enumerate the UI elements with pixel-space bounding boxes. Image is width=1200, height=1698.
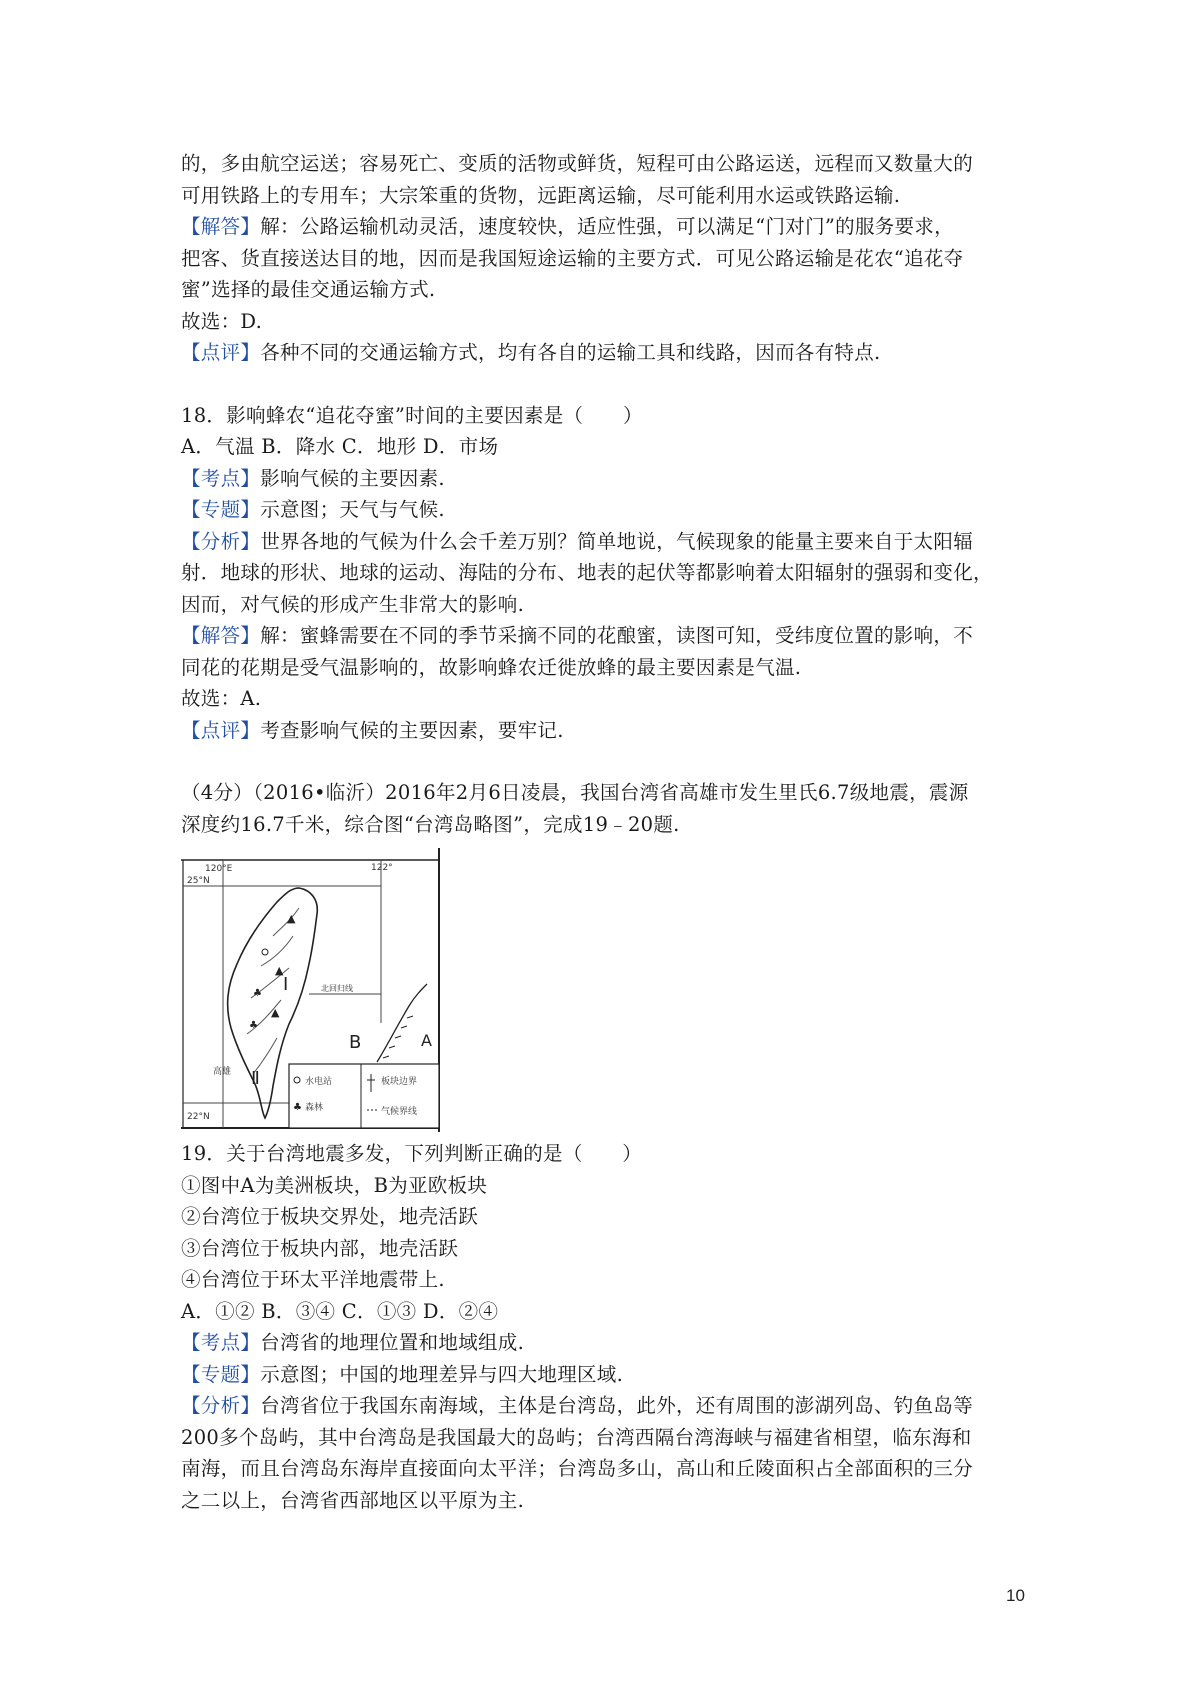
statement-4: ④台湾位于环太平洋地震带上. xyxy=(181,1268,445,1291)
region-label-i: Ⅰ xyxy=(283,974,289,995)
forest-icon: ♣ xyxy=(249,1020,258,1031)
kaodian-text: 台湾省的地理位置和地域组成. xyxy=(260,1331,525,1354)
text-line: 因而，对气候的形成产生非常大的影响. xyxy=(181,592,525,616)
plate-label-a: A xyxy=(421,1031,432,1050)
question-18-stem: 18．影响蜂农“追花夺蜜”时间的主要因素是（ ） xyxy=(181,403,643,427)
tropic-label: 北回归线 xyxy=(321,984,353,993)
zhuanti-text: 示意图；天气与气候. xyxy=(260,498,445,521)
text-line: 的，多由航空运送；容易死亡、变质的活物或鲜货，短程可由公路运送，远程而又数量大的 xyxy=(181,152,974,175)
kaodian-line xyxy=(181,1327,1041,1359)
question-19-stem: 19．关于台湾地震多发，下列判断正确的是（ ） xyxy=(181,1142,643,1165)
statement-1: ①图中A为美洲板块，B为亚欧板块 xyxy=(181,1173,488,1197)
fenxi-text: 世界各地的气候为什么会千差万别？简单地说，气候现象的能量主要来自于太阳辐 xyxy=(260,529,974,553)
legend-item-hydro: 水电站 xyxy=(305,1077,333,1087)
plate-boundary-ticks xyxy=(383,1016,413,1058)
text-line: 之二以上，台湾省西部地区以平原为主. xyxy=(181,1488,525,1512)
statement-2: ②台湾位于板块交界处，地壳活跃 xyxy=(181,1205,479,1228)
question-18-options: A．气温 B．降水 C．地形 D．市场 xyxy=(181,435,499,458)
kaodian-tag: 【考点】 xyxy=(181,466,261,490)
mountain-icon: ▲ xyxy=(271,1006,280,1019)
zhuanti-text: 示意图；中国的地理差异与四大地理区域. xyxy=(260,1362,624,1386)
legend-box xyxy=(289,1064,439,1128)
comment-text: 考查影响气候的主要因素，要牢记. xyxy=(260,718,564,742)
text-line: 南海，而且台湾岛东海岸直接面向太平洋；台湾岛多山，高山和丘陵面积占全部面积的三分 xyxy=(181,1457,974,1480)
fenxi-tag: 【分析】 xyxy=(181,529,261,553)
city-label: 高雄 xyxy=(213,1067,232,1077)
answer-line xyxy=(181,620,1041,652)
text-line: 射．地球的形状、地球的运动、海陆的分布、地表的起伏等都影响着太阳辐射的强弱和变化， xyxy=(181,561,993,584)
kaodian-line xyxy=(181,463,1041,495)
text-line: 同花的花期是受气温影响的，故影响蜂农迁徙放蜂的最主要因素是气温. xyxy=(181,655,802,679)
taiwan-map-figure xyxy=(181,848,441,1132)
hydropower-station-icon xyxy=(262,949,268,955)
fenxi-text: 台湾省位于我国东南海域，主体是台湾岛，此外，还有周围的澎湖列岛、钓鱼岛等 xyxy=(260,1394,974,1417)
region-label-ii: Ⅱ xyxy=(251,1068,260,1089)
comment-tag: 【点评】 xyxy=(181,341,261,364)
zhuanti-tag: 【专题】 xyxy=(181,498,261,521)
spacer xyxy=(181,746,1041,777)
intro-line: （4分）（2016•临沂）2016年2月6日凌晨，我国台湾省高雄市发生里氏6.7级地震，震源 xyxy=(181,781,969,804)
fenxi-line xyxy=(181,1390,1041,1422)
kaodian-text: 影响气候的主要因素. xyxy=(260,466,445,490)
mountain-icon: ▲ xyxy=(287,912,296,925)
choice-line: 故选：A. xyxy=(181,687,262,710)
answer-text: 解：蜜蜂需要在不同的季节采摘不同的花酿蜜，读图可知，受纬度位置的影响，不 xyxy=(260,624,974,647)
answer-tag: 【解答】 xyxy=(181,624,261,647)
legend-item-climate: 气候界线 xyxy=(381,1107,418,1117)
zhuanti-line xyxy=(181,1359,1041,1391)
lat-label-top: 25°N xyxy=(187,876,210,886)
fenxi-tag: 【分析】 xyxy=(181,1394,261,1417)
taiwan-map-svg xyxy=(181,848,441,1132)
text-line: 蜜”选择的最佳交通运输方式. xyxy=(181,278,436,301)
forest-icon: ♣ xyxy=(253,988,262,999)
comment-line xyxy=(181,337,1041,369)
zhuanti-line xyxy=(181,494,1041,526)
spacer xyxy=(181,369,1041,400)
choice-line: 故选：D. xyxy=(181,309,263,333)
page-number: 10 xyxy=(1006,1586,1025,1605)
intro-line: 深度约16.7千米，综合图“台湾岛略图”，完成19﹣20题. xyxy=(181,812,680,836)
comment-tag: 【点评】 xyxy=(181,718,261,742)
statement-3: ③台湾位于板块内部，地壳活跃 xyxy=(181,1236,459,1260)
legend-item-forest: 森林 xyxy=(305,1103,324,1113)
comment-line xyxy=(181,715,1041,747)
page-content xyxy=(181,148,1041,1516)
answer-line xyxy=(181,211,1041,243)
answer-tag: 【解答】 xyxy=(181,215,261,238)
lon-label-left: 120°E xyxy=(205,864,233,874)
text-line: 把客、货直接送达目的地，因而是我国短途运输的主要方式．可见公路运输是花农“追花夺 xyxy=(181,246,964,270)
answer-text: 解：公路运输机动灵活，速度较快，适应性强，可以满足“门对门”的服务要求， xyxy=(260,215,954,238)
mountain-icon: ▲ xyxy=(275,964,284,977)
fenxi-line xyxy=(181,526,1041,558)
plate-label-b: B xyxy=(349,1032,362,1053)
question-19-options: A．①② B．③④ C．①③ D．②④ xyxy=(181,1299,499,1323)
kaodian-tag: 【考点】 xyxy=(181,1331,261,1354)
plate-boundary xyxy=(377,984,427,1062)
lon-label-right: 122° xyxy=(371,863,393,873)
legend-forest-icon: ♣ xyxy=(293,1102,302,1113)
legend-item-boundary: 板块边界 xyxy=(381,1077,418,1087)
lat-label-bottom: 22°N xyxy=(187,1112,210,1122)
text-line: 可用铁路上的专用车；大宗笨重的货物，远距离运输，尽可能利用水运或铁路运输. xyxy=(181,183,901,207)
comment-text: 各种不同的交通运输方式，均有各自的运输工具和线路，因而各有特点. xyxy=(260,341,881,364)
zhuanti-tag: 【专题】 xyxy=(181,1362,261,1386)
text-line: 200多个岛屿，其中台湾岛是我国最大的岛屿；台湾西隔台湾海峡与福建省相望，临东海和 xyxy=(181,1425,972,1449)
